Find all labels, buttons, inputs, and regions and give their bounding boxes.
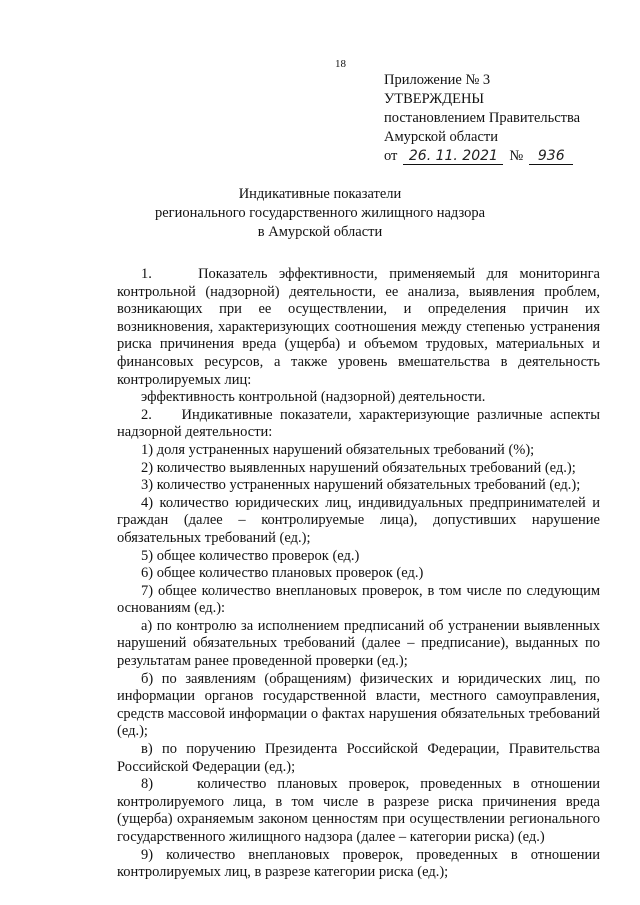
list-item-5: 5) общее количество проверок (ед.) xyxy=(141,547,360,564)
paragraph-2: 2. Индикативные показатели, характеризующие различные аспекты надзорной деятельности: xyxy=(117,406,600,441)
title-line-3: в Амурской области xyxy=(257,224,383,240)
list-item-7: 7) общее количество внеплановых проверок, в том числе по следующим основаниям (ед.): xyxy=(117,582,600,617)
list-item-7b: б) по заявлениям (обращениям) физических и юридических лиц, по информации органов государственной власти, местного самоуправления, средств массовой информации о фактах нарушения обязательных требований (ед.); xyxy=(117,670,600,740)
number-label: № xyxy=(509,148,524,164)
list-item-9: 9) количество внеплановых проверок, проведенных в отношении контролируемых лиц, в разрезе категории риска (ед.); xyxy=(117,846,600,881)
handwritten-number: 936 xyxy=(529,148,573,165)
resolution-label: постановлением Правительства xyxy=(384,110,581,126)
list-item-6: 6) общее количество плановых проверок (ед.) xyxy=(141,565,424,582)
list-item-3: 3) количество устраненных нарушений обязательных требований (ед.); xyxy=(141,477,581,494)
page-number: 18 xyxy=(335,58,346,70)
region-label: Амурской области xyxy=(384,129,498,145)
list-item-1: 1) доля устраненных нарушений обязательных требований (%); xyxy=(141,441,535,458)
appendix-label: Приложение № 3 xyxy=(384,72,491,88)
paragraph-1-result: эффективность контрольной (надзорной) деятельности. xyxy=(141,389,486,406)
document-body xyxy=(117,266,600,882)
approved-label: УТВЕРЖДЕНЫ xyxy=(384,91,485,107)
list-item-4: 4) количество юридических лиц, индивидуальных предпринимателей и граждан (далее – контролируемые лица), допустивших нарушение обязательных требований (ед.); xyxy=(117,494,600,546)
handwritten-date: 26. 11. 2021 xyxy=(403,148,503,165)
title-line-2: регионального государственного жилищного надзора xyxy=(154,205,486,221)
approval-block xyxy=(384,71,580,166)
list-item-7c: в) по поручению Президента Российской Федерации, Правительства Российской Федерации (ед.); xyxy=(117,741,600,775)
document-title xyxy=(0,185,640,242)
list-item-8: 8) количество плановых проверок, проведенных в отношении контролируемого лица, в том числе в разрезе риска причинения вреда (ущерба) охраняемым законом ценностям при осуществлении регионального государственного жилищного надзора (далее – категории риска) (ед.) xyxy=(117,776,600,845)
date-number-line xyxy=(384,147,580,166)
paragraph-1: 1. Показатель эффективности, применяемый для мониторинга контрольной (надзорной) деятельности, ее анализа, выявления проблем, возникающих при ее осуществлении, и определения причин их возникновения, характеризующих соотношения между степенью устранения риска причинения вреда (ущерба) и объемом трудовых, материальных и финансовых ресурсов, а также уровень вмешательства в деятельность контролируемых лиц: xyxy=(117,266,600,388)
title-line-1: Индикативные показатели xyxy=(238,186,402,202)
list-item-2: 2) количество выявленных нарушений обязательных требований (ед.); xyxy=(141,459,576,476)
from-label: от xyxy=(384,148,398,164)
list-item-7a: а) по контролю за исполнением предписаний об устранении выявленных нарушений обязательных требований (далее – предписание), выданных по результатам ранее проведенной проверки (ед.); xyxy=(117,617,600,670)
